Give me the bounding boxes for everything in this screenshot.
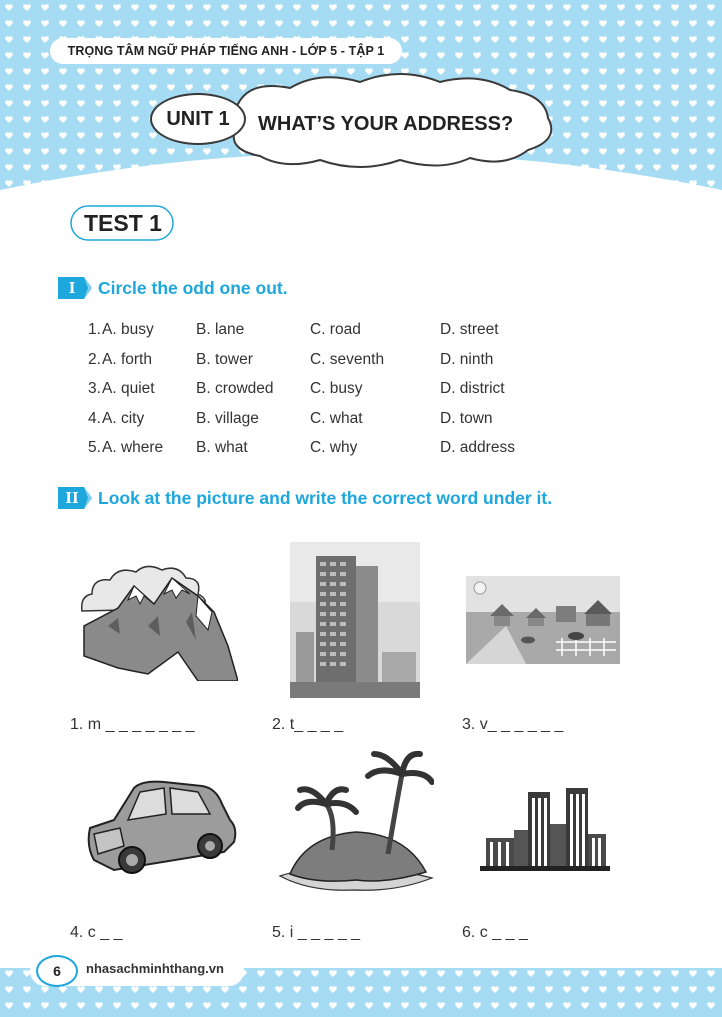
mountain-picture <box>78 556 238 681</box>
section-2-number: II <box>65 488 79 507</box>
section-1-heading <box>58 277 288 299</box>
unit-label: UNIT 1 <box>150 93 246 145</box>
caption-1: 1. m _ _ _ _ _ _ _ <box>70 716 195 733</box>
city-picture <box>480 786 610 872</box>
caption-3: 3. v_ _ _ _ _ _ <box>462 716 564 733</box>
section-1-title: Circle the odd one out. <box>98 277 288 298</box>
section-2-heading <box>58 487 552 509</box>
section-1-number: I <box>68 278 76 297</box>
page-number: 6 <box>36 955 78 987</box>
island-picture <box>276 746 434 896</box>
section-1-badge <box>58 277 92 299</box>
test-label: TEST 1 <box>84 210 162 236</box>
header-background <box>0 0 722 200</box>
series-title: TRỌNG TÂM NGỮ PHÁP TIẾNG ANH - LỚP 5 - TẬP 1 <box>50 38 402 64</box>
caption-2: 2. t_ _ _ _ <box>272 716 344 733</box>
village-picture <box>466 576 620 664</box>
caption-6: 6. c _ _ _ <box>462 924 528 941</box>
caption-5: 5. i _ _ _ _ _ <box>272 924 361 941</box>
unit-title: WHAT’S YOUR ADDRESS? <box>258 113 514 135</box>
caption-4: 4. c _ _ <box>70 924 123 941</box>
car-picture <box>84 774 240 878</box>
section-2-title: Look at the picture and write the correct word under it. <box>98 487 553 508</box>
section-2-badge <box>58 487 92 509</box>
publisher-site: nhasachminhthang.vn <box>86 961 224 976</box>
tower-picture <box>290 542 420 698</box>
